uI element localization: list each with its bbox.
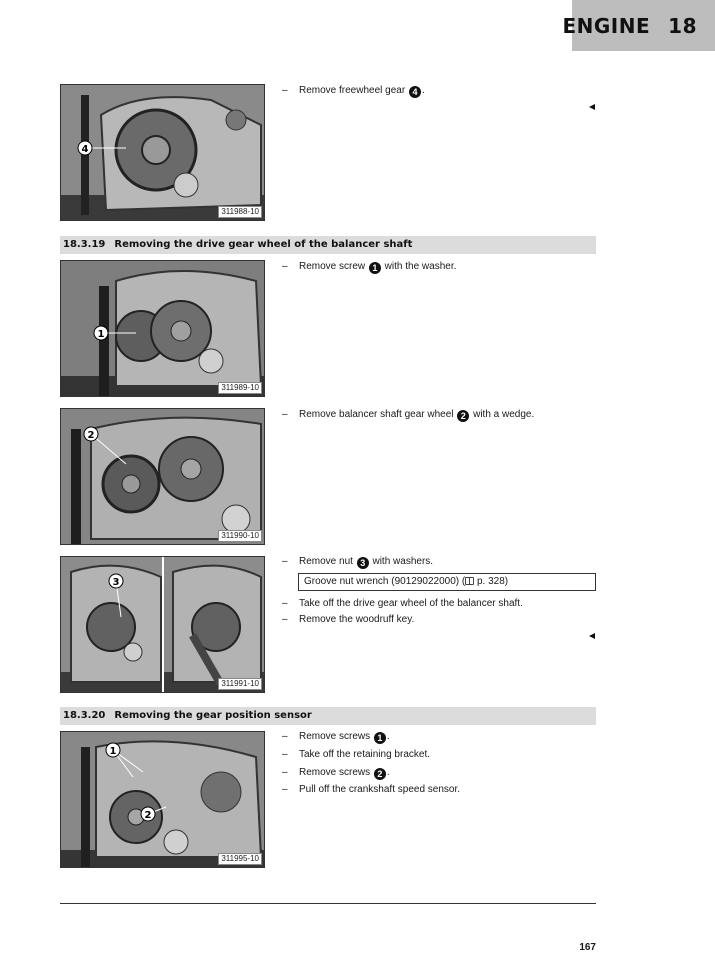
- figure-callout: 2: [87, 430, 95, 441]
- figure-callout: 1: [97, 329, 105, 340]
- section-heading-gear-position-sensor: [60, 707, 596, 725]
- step-remove-screws-1: – Remove screws 1 .: [282, 731, 390, 743]
- callout-badge: 4: [409, 86, 421, 98]
- section-number: 18.3.19: [63, 239, 106, 250]
- section-number: 18.3.20: [63, 710, 106, 721]
- special-tool-box: [298, 573, 596, 591]
- figure-freewheel-gear: [60, 84, 265, 221]
- figure-code: 311991-10: [218, 678, 262, 690]
- page-number: 167: [579, 942, 596, 953]
- figure-code: 311990-10: [218, 530, 262, 542]
- figure-remove-nut: [60, 556, 265, 693]
- figure-code: 311995-10: [218, 853, 262, 865]
- section-title: Removing the gear position sensor: [114, 710, 312, 721]
- step-remove-freewheel: – Remove freewheel gear 4 .: [282, 85, 425, 97]
- engine-photo-illustration: [61, 557, 265, 693]
- figure-gear-position-sensor: [60, 731, 265, 868]
- callout-badge: 2: [457, 410, 469, 422]
- figure-callout: 3: [112, 577, 120, 588]
- step-take-off-bracket: – Take off the retaining bracket.: [282, 749, 431, 760]
- tool-text: Groove nut wrench (90129022000) (: [304, 576, 466, 587]
- step-remove-screws-2: – Remove screws 2 .: [282, 767, 390, 779]
- figure-code: 311989-10: [218, 382, 262, 394]
- section-title: Removing the drive gear wheel of the balancer shaft: [114, 239, 413, 250]
- step-remove-screw: – Remove screw 1 with the washer.: [282, 261, 457, 273]
- step-remove-nut: – Remove nut 3 with washers.: [282, 556, 434, 568]
- figure-callout: 4: [81, 144, 89, 155]
- callout-badge: 2: [374, 768, 386, 780]
- chapter-title: ENGINE: [562, 13, 651, 38]
- engine-photo-illustration: [61, 409, 265, 545]
- step-take-off-drive-gear: – Take off the drive gear wheel of the balancer shaft.: [282, 598, 523, 609]
- footer-rule: [60, 903, 596, 904]
- step-remove-woodruff-key: – Remove the woodruff key.: [282, 614, 415, 625]
- engine-photo-illustration: [61, 261, 265, 397]
- callout-badge: 3: [357, 557, 369, 569]
- tool-page-ref[interactable]: p. 328): [474, 576, 509, 587]
- figure-balancer-gear-wheel: [60, 408, 265, 545]
- section-heading-balancer-shaft: [60, 236, 596, 254]
- callout-badge: 1: [369, 262, 381, 274]
- end-of-procedure-marker: [589, 633, 595, 639]
- figure-callout: 2: [144, 810, 152, 821]
- chapter-header: [562, 0, 715, 51]
- engine-photo-illustration: [61, 85, 265, 221]
- callout-badge: 1: [374, 732, 386, 744]
- figure-remove-screw: [60, 260, 265, 397]
- figure-callout: 1: [109, 746, 117, 757]
- chapter-number: 18: [668, 13, 697, 38]
- step-pull-off-sensor: – Pull off the crankshaft speed sensor.: [282, 784, 461, 795]
- book-reference-icon: [465, 577, 474, 585]
- step-remove-balancer-gear: – Remove balancer shaft gear wheel 2 with a wedge.: [282, 409, 535, 421]
- engine-photo-illustration: [61, 732, 265, 868]
- end-of-procedure-marker: [589, 104, 595, 110]
- figure-code: 311988-10: [218, 206, 262, 218]
